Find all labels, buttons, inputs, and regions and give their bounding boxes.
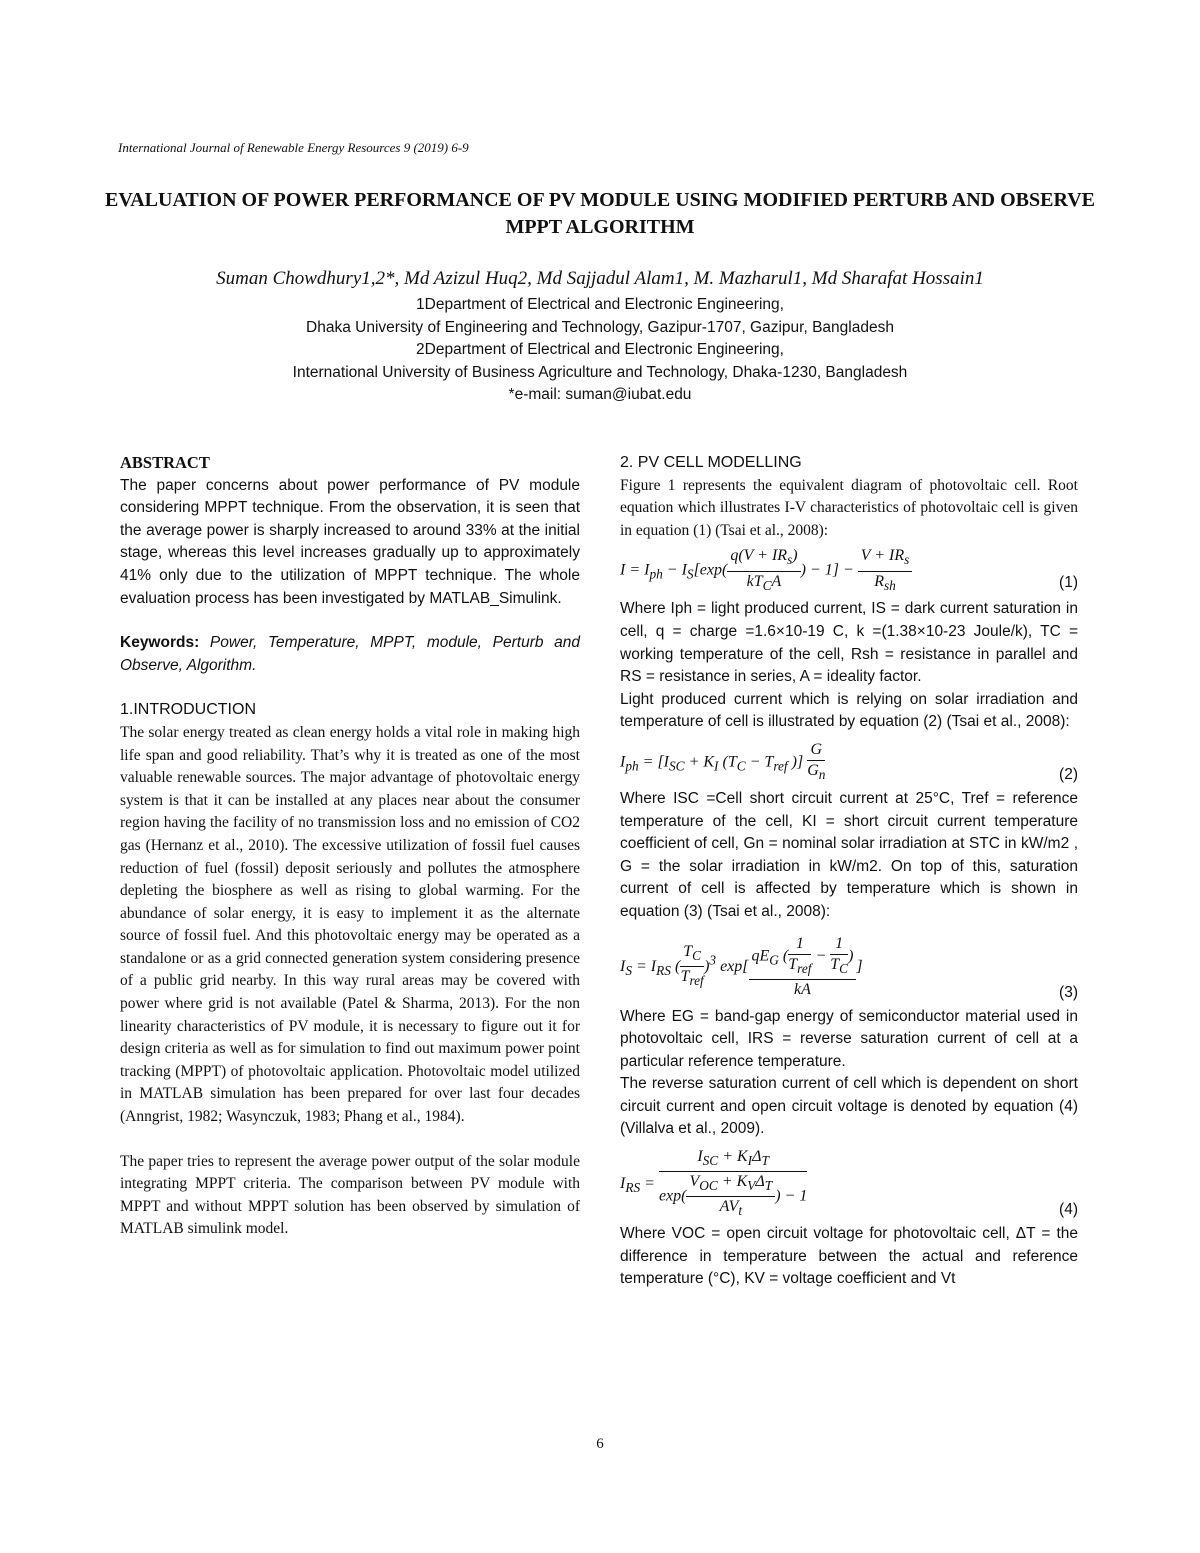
equation-number: (3) [1059, 983, 1078, 1001]
pv-paragraph: Where EG = band-gap energy of semiconductor material used in photovoltaic cell, IRS = reverse saturation current of cell at a particular reference temperature. [620, 1007, 1078, 1070]
author-list: Suman Chowdhury1,2*, Md Azizul Huq2, Md Sajjadul Alam1, M. Mazharul1, Md Sharafat Hossain1 [216, 268, 984, 289]
contact-email: *e-mail: suman@iubat.edu [508, 386, 692, 403]
abstract-text: The paper concerns about power performance of PV module considering MPPT technique. From the observation, it is seen that the average power is sharply increased to around 33% at the initial stage, whereas this level increases gradually up to approximately 41% only due to the utilization of MPPT technique. The whole evaluation process has been investigated by MATLAB_Simulink. [120, 476, 580, 607]
intro-paragraph: The paper tries to represent the average power output of the solar module integrating MPPT criteria. The comparison between PV module with MPPT and without MPPT solution has been observed by simulation of MATLAB simulink model. [120, 1152, 580, 1238]
affiliation-line: 1Department of Electrical and Electronic Engineering, [416, 296, 784, 313]
pv-paragraph: Where Iph = light produced current, IS = dark current saturation in cell, q = charge =1.6×10-19 C, k =(1.38×10-23 Joule/k), TC = working temperature of the cell, Rsh = resistance in parallel and RS = resistance in series, A = ideality factor. [620, 600, 1078, 686]
intro-heading: 1.INTRODUCTION [120, 701, 256, 719]
keywords-label: Keywords: [120, 634, 200, 652]
equation-3: $I_S = I_{RS}$ ( $\frac{T_C}{T_{ref}}$ )$^3$ exp[ $qE_G$ ( $\frac{1}{T_{ref}}$ − $\frac{1}{T_C}$ ) kA ] (3) [620, 924, 1078, 1006]
page-number: 6 [596, 1436, 604, 1452]
equation-number: (4) [1059, 1201, 1078, 1219]
abstract-heading: ABSTRACT [120, 453, 210, 472]
equation-1: $I = I_{ph} - I_S[\exp$( $\frac{q(V + IR_s)}{kT_CA}$ ) − 1] − $\frac{V + IR_s}{R_{sh}}$ (1) [620, 542, 1078, 598]
intro-paragraph: The solar energy treated as clean energy holds a vital role in making high life span and good reliability. That’s why it is treated as one of the most valuable renewable sources. The major advantage of photovoltaic energy system is that it can be installed at any places near about the consumer region having the facility of no transmission loss and no emission of CO2 gas (Hernanz et al., 2010). The excessive utilization of fossil fuel causes reduction of fuel (fossil) deposit seriously and pollutes the atmosphere depleting the biosphere as well as rising to global warming. For the abundance of solar energy, it is easy to implement it as the alternate source of fossil fuel. And this photovoltaic energy may be operated as a standalone or as a grid connected generation system considering presence of a public grid nearby. In this way rural areas may be covered with power where grid is not available (Patel & Sharma, 2013). For the non linearity characteristics of PV module, it is necessary to figure out it for design criteria as well as for simulation to find out maximum power point tracking (MPPT) of photovoltaic application. Photovoltaic model utilized in MATLAB simulation has been prepared for over last four decades (Anngrist, 1982; Wasynczuk, 1983; Phang et al., 1984). [120, 723, 580, 1126]
paper-title: EVALUATION OF POWER PERFORMANCE OF PV MODULE USING MODIFIED PERTURB AND OBSERVE MPPT ALGORITHM [105, 189, 1095, 238]
affiliation-line: Dhaka University of Engineering and Technology, Gazipur-1707, Gazipur, Bangladesh [306, 318, 894, 336]
pv-heading: 2. PV CELL MODELLING [620, 454, 802, 471]
keywords [120, 632, 580, 677]
affiliation-line: International University of Business Agriculture and Technology, Dhaka-1230, Bangladesh [292, 363, 908, 381]
left-column [120, 452, 580, 1241]
journal-citation: International Journal of Renewable Energy Resources 9 (2019) 6-9 [118, 140, 469, 155]
pv-paragraph: The reverse saturation current of cell which is dependent on short circuit current and open circuit voltage is denoted by equation (4) (Villalva et al., 2009). [620, 1075, 1078, 1138]
pv-paragraph: Where VOC = open circuit voltage for photovoltaic cell, ΔT = the difference in temperature between the actual and reference temperature (°C), KV = voltage coefficient and Vt [620, 1225, 1078, 1288]
equation-number: (2) [1059, 765, 1078, 783]
keywords-text: Power, Temperature, MPPT, module, Perturb and Observe, Algorithm. [120, 634, 580, 674]
affiliation-line: 2Department of Electrical and Electronic Engineering, [416, 341, 784, 358]
pv-paragraph: Figure 1 represents the equivalent diagram of photovoltaic cell. Root equation which illustrates I-V characteristics of photovoltaic cell is given in equation (1) (Tsai et al., 2008): [620, 476, 1078, 539]
equation-2: $I_{ph} = [I_{SC} + K_I$ ($T_C - T_{ref}$ )] $\frac{G}{G_n}$ (2) [620, 734, 1078, 788]
affiliations [100, 294, 1100, 407]
pv-paragraph: Where ISC =Cell short circuit current at 25°C, Tref = reference temperature of the cell, KI = short circuit current temperature coefficient of cell, Gn = nominal solar irradiation at STC in kW/m2 , G = the solar irradiation in kW/m2. On top of this, saturation current of cell is affected by temperature which is shown in equation (3) (Tsai et al., 2008): [620, 789, 1078, 920]
equation-number: (1) [1059, 574, 1078, 592]
equation-4: $I_{RS}$ = $I_{SC} + K_I\Delta_T$ exp( $\frac{V_{OC} + K_V\Delta_T}{AV_t}$ ) − 1 (4) [620, 1141, 1078, 1223]
right-column [620, 452, 1078, 1291]
pv-paragraph: Light produced current which is relying on solar irradiation and temperature of cell is illustrated by equation (2) (Tsai et al., 2008): [620, 690, 1078, 731]
